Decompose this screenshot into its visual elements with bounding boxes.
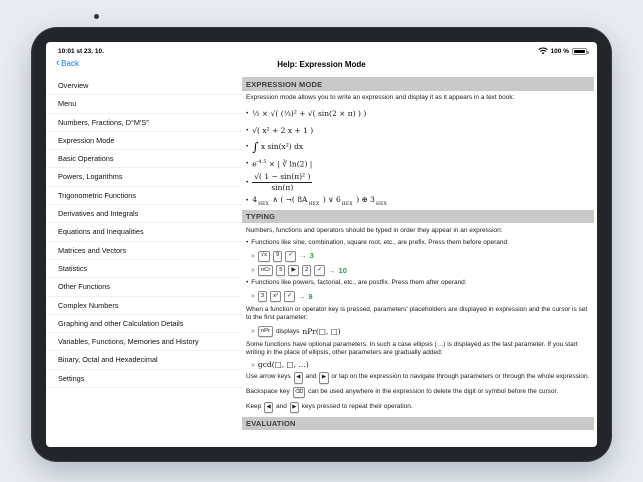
bullet-marker: • xyxy=(246,197,249,205)
wifi-icon xyxy=(538,47,548,57)
hex-subscript: HEX xyxy=(258,201,270,207)
typing-repeat-note xyxy=(246,402,590,413)
math-example-row xyxy=(246,106,590,122)
note-text: and xyxy=(305,373,317,381)
fraction-numerator: √( 1 − sin(π)² ) xyxy=(254,172,311,182)
battery-fill xyxy=(574,50,585,53)
math-example-row xyxy=(246,172,590,192)
status-bar xyxy=(46,42,597,57)
math-segment: ) ∨ 6 xyxy=(320,195,341,205)
digit-key-icon: 2 xyxy=(302,265,311,276)
page-title: Help: Expression Mode xyxy=(277,60,366,69)
note-text: Functions like powers, factorial, etc., are postfix. Press them after operand: xyxy=(251,279,467,287)
sidebar-item-overview[interactable]: Overview xyxy=(46,77,242,95)
math-segment: ∧ ( ¬( 8A xyxy=(270,195,308,205)
digit-key-icon: 9 xyxy=(273,251,282,262)
math-segment: e xyxy=(252,159,257,169)
bullet-marker: • xyxy=(246,238,249,246)
ipad-frame xyxy=(31,27,612,462)
right-arrow-key-icon: ▶ xyxy=(319,372,328,383)
evaluate-key-icon: ✓ xyxy=(314,265,325,276)
section-header-evaluation: EVALUATION xyxy=(242,417,594,431)
result-value: 9 xyxy=(308,292,313,302)
bullet-marker: • xyxy=(246,178,249,186)
back-label: Back xyxy=(61,59,79,68)
displays-text: displays xyxy=(275,327,300,335)
bullet-marker: • xyxy=(246,159,249,167)
hex-subscript: HEX xyxy=(375,201,387,207)
back-chevron-icon: ‹ xyxy=(56,57,60,69)
status-time: 10:01 st 23. 10. xyxy=(58,48,104,55)
section-header-typing: TYPING xyxy=(242,210,594,224)
app-window xyxy=(46,42,597,447)
sidebar-item-powers-logarithms[interactable]: Powers, Logarithms xyxy=(46,168,242,186)
row-marker: » xyxy=(251,293,255,301)
sidebar-item-statistics[interactable]: Statistics xyxy=(46,260,242,278)
row-marker: » xyxy=(251,328,255,336)
row-marker: » xyxy=(251,252,255,260)
battery-nub xyxy=(587,51,589,54)
npr-key-icon: nPr xyxy=(258,326,273,337)
right-arrow-key-icon: ▶ xyxy=(288,265,298,276)
sidebar-item-complex-numbers[interactable]: Complex Numbers xyxy=(46,297,242,315)
battery-icon xyxy=(572,48,587,55)
result-arrow-icon: → xyxy=(297,292,306,302)
sidebar-item-numbers-fractions[interactable]: Numbers, Fractions, D°M′S″ xyxy=(46,114,242,132)
row-marker: » xyxy=(251,361,255,369)
typing-prefix-note xyxy=(246,239,590,248)
npr-example-row xyxy=(251,326,590,337)
math-example-row xyxy=(246,123,590,139)
note-text: or tap on the expression to navigate through parameters or through the whole expression. xyxy=(331,373,590,381)
math-example-row xyxy=(246,193,590,209)
note-text: Use arrow keys xyxy=(246,373,291,381)
status-indicators xyxy=(538,47,587,57)
sidebar-item-binary-octal-hex[interactable]: Binary, Octal and Hexadecimal xyxy=(46,351,242,369)
left-arrow-key-icon: ◀ xyxy=(264,402,273,413)
sidebar-item-graphing[interactable]: Graphing and other Calculation Details xyxy=(46,315,242,333)
note-text: Backspace key xyxy=(246,388,290,396)
math-expression xyxy=(252,195,388,207)
sidebar-item-trigonometric-functions[interactable]: Trigonometric Functions xyxy=(46,187,242,205)
square-key-icon: x² xyxy=(270,291,281,302)
sidebar-item-equations-inequalities[interactable]: Equations and Inequalities xyxy=(46,223,242,241)
hex-subscript: HEX xyxy=(341,201,353,207)
typing-optional-note: Some functions have optional parameters. In such a case ellipsis (…) is displayed as the last parameter. If you start writing in the place of ellipsis, other parameters are gradually added: xyxy=(246,340,578,357)
section-header-expression-mode: EXPRESSION MODE xyxy=(242,77,594,91)
note-text: Functions like sine, combination, square root, etc., are prefix. Press them before operand: xyxy=(251,238,509,246)
typing-postfix-note xyxy=(246,279,590,288)
evaluate-key-icon: ✓ xyxy=(284,291,295,302)
sidebar-item-matrices-vectors[interactable]: Matrices and Vectors xyxy=(46,242,242,260)
key-sequence-sqrt xyxy=(251,251,590,262)
sidebar-item-derivatives-integrals[interactable]: Derivatives and Integrals xyxy=(46,205,242,223)
row-marker: » xyxy=(251,266,255,274)
exponent: -4.5 xyxy=(256,158,267,165)
sqrt-key-icon: √x xyxy=(258,251,270,262)
sidebar-item-menu[interactable]: Menu xyxy=(46,95,242,113)
note-text: keys pressed to repeat their operation. xyxy=(301,402,413,410)
bullet-marker: • xyxy=(246,143,249,151)
typing-navigation-note xyxy=(246,372,590,383)
math-segment: ) ⊕ 3 xyxy=(353,195,375,205)
expression-mode-intro: Expression mode allows you to write an expression and display it as it appears in a text book: xyxy=(246,94,515,101)
ncr-key-icon: nCr xyxy=(258,265,273,276)
gcd-placeholder-expression: gcd(□, □, …) xyxy=(257,360,309,370)
math-expression xyxy=(252,172,312,192)
integral-sign: ∫ xyxy=(252,140,259,155)
fraction-denominator: sin(π) xyxy=(271,183,294,193)
npr-placeholder-expression: nPr(□, □) xyxy=(302,327,341,336)
camera-dot xyxy=(94,14,99,19)
note-text: and xyxy=(276,402,287,410)
note-text: can be used anywhere in the expression to delete the digit or symbol before the cursor. xyxy=(308,388,559,396)
main-layout xyxy=(46,76,597,447)
bullet-marker: • xyxy=(246,110,249,118)
evaluate-key-icon: ✓ xyxy=(285,251,296,262)
digit-key-icon: 5 xyxy=(276,265,285,276)
math-segment: 4 xyxy=(252,195,258,205)
fraction xyxy=(252,172,312,192)
help-topics-sidebar xyxy=(46,76,242,447)
gcd-example-row xyxy=(251,361,590,369)
navigation-bar xyxy=(46,57,597,76)
right-arrow-key-icon: ▶ xyxy=(290,402,299,413)
sidebar-item-expression-mode[interactable]: Expression Mode xyxy=(46,132,242,150)
battery-percent: 100 % xyxy=(550,48,569,55)
bullet-marker: • xyxy=(246,279,249,287)
help-content xyxy=(242,76,597,447)
note-text: Keep xyxy=(246,402,262,410)
digit-key-icon: 3 xyxy=(258,291,267,302)
math-segment: × | ∛ ln(2) | xyxy=(266,159,313,169)
backspace-key-icon: ⌫ xyxy=(293,387,306,398)
result-value: 3 xyxy=(309,251,314,261)
math-example-row xyxy=(246,139,590,155)
sidebar-item-basic-operations[interactable]: Basic Operations xyxy=(46,150,242,168)
sidebar-item-settings[interactable]: Settings xyxy=(46,370,242,388)
sidebar-item-variables-memories-history[interactable]: Variables, Functions, Memories and History xyxy=(46,333,242,351)
result-arrow-icon: → xyxy=(299,251,307,261)
math-expression: √( x² + 2 x + 1 ) xyxy=(252,125,314,135)
hex-subscript: HEX xyxy=(308,201,320,207)
math-expression xyxy=(252,159,312,169)
bullet-marker: • xyxy=(246,126,249,134)
math-expression: ½ × √( (⅓)² + √( sin(2 × π) ) ) xyxy=(252,109,367,119)
typing-backspace-note xyxy=(246,387,590,398)
result-arrow-icon: → xyxy=(328,265,336,275)
math-expression xyxy=(252,140,304,155)
result-value: 10 xyxy=(338,265,347,275)
key-sequence-ncr xyxy=(251,265,590,276)
key-sequence-square xyxy=(251,291,590,302)
typing-placeholder-note: When a function or operator key is pressed, parameters' placeholders are displayed in expression and the cursor is set to the first parameter: xyxy=(246,305,588,322)
math-segment: x sin(x²) dx xyxy=(258,142,304,152)
sidebar-item-other-functions[interactable]: Other Functions xyxy=(46,278,242,296)
math-example-row xyxy=(246,156,590,172)
typing-intro: Numbers, functions and operators should be typed in order they appear in an expression: xyxy=(246,226,503,234)
left-arrow-key-icon: ◀ xyxy=(294,372,303,383)
